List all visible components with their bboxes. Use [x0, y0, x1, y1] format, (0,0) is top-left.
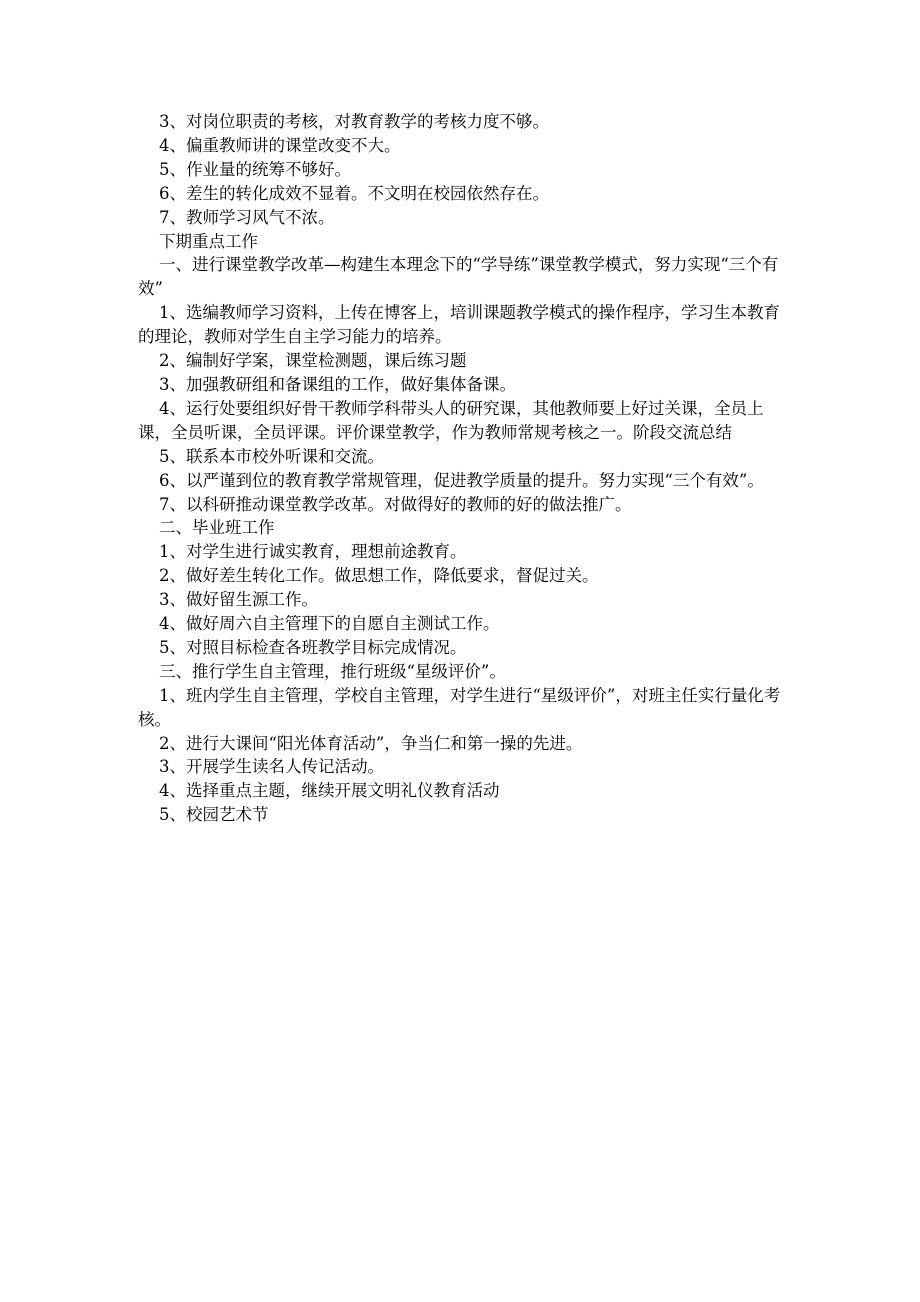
document-body	[138, 110, 781, 827]
paragraph-13: 6、以严谨到位的教育教学常规管理，促进教学质量的提升。努力实现“三个有效”。	[158, 470, 764, 490]
paragraph-5: 7、教师学习风气不浓。	[158, 207, 335, 227]
paragraph-26: 5、校园艺术节	[158, 805, 269, 825]
paragraph-2: 4、偏重教师讲的课堂改变不大。	[158, 135, 401, 155]
paragraph-1: 3、对岗位职责的考核，对教育教学的考核力度不够。	[158, 112, 549, 131]
section-heading-next-term: 下期重点工作	[158, 231, 258, 251]
paragraph-12: 5、联系本市校外听课和交流。	[158, 446, 384, 466]
paragraph-17: 2、做好差生转化工作。做思想工作，降低要求，督促过关。	[158, 566, 599, 586]
paragraph-14: 7、以科研推动课堂教学改革。对做得好的教师的好的做法推广。	[158, 494, 632, 514]
paragraph-3: 5、作业量的统筹不够好。	[158, 159, 351, 179]
section-heading-teaching-reform: 一、进行课堂教学改革—构建生本理念下的“学导练”课堂教学模式，努力实现“三个有效”	[138, 255, 779, 299]
paragraph-24: 3、开展学生读名人传记活动。	[158, 757, 384, 777]
paragraph-25: 4、选择重点主题，继续开展文明礼仪教育活动	[158, 781, 500, 801]
paragraph-19: 4、做好周六自主管理下的自愿自主测试工作。	[158, 614, 500, 634]
paragraph-4: 6、差生的转化成效不显着。不文明在校园依然存在。	[158, 183, 549, 203]
paragraph-20: 5、对照目标检查各班教学目标完成情况。	[158, 637, 467, 657]
paragraph-8: 1、选编教师学习资料，上传在博客上，培训课题教学模式的操作程序，学习生本教育的理论，教师对学生自主学习能力的培养。	[138, 303, 780, 347]
paragraph-23: 2、进行大课间“阳光体育活动”，争当仁和第一操的先进。	[158, 733, 583, 753]
paragraph-11: 4、运行处要组织好骨干教师学科带头人的研究课，其他教师要上好过关课，全员上课，全员听课，全员评课。评价课堂教学，作为教师常规考核之一。阶段交流总结	[138, 398, 764, 442]
paragraph-10: 3、加强教研组和备课组的工作，做好集体备课。	[158, 374, 516, 394]
paragraph-16: 1、对学生进行诚实教育，理想前途教育。	[158, 542, 467, 562]
paragraph-22: 1、班内学生自主管理，学校自主管理，对学生进行“星级评价”，对班主任实行量化考核。	[138, 685, 781, 729]
paragraph-18: 3、做好留生源工作。	[158, 590, 318, 610]
paragraph-9: 2、编制好学案，课堂检测题，课后练习题	[158, 351, 467, 371]
section-heading-graduating-class: 二、毕业班工作	[158, 518, 275, 538]
section-heading-self-management: 三、推行学生自主管理，推行班级“星级评价”。	[158, 661, 506, 681]
